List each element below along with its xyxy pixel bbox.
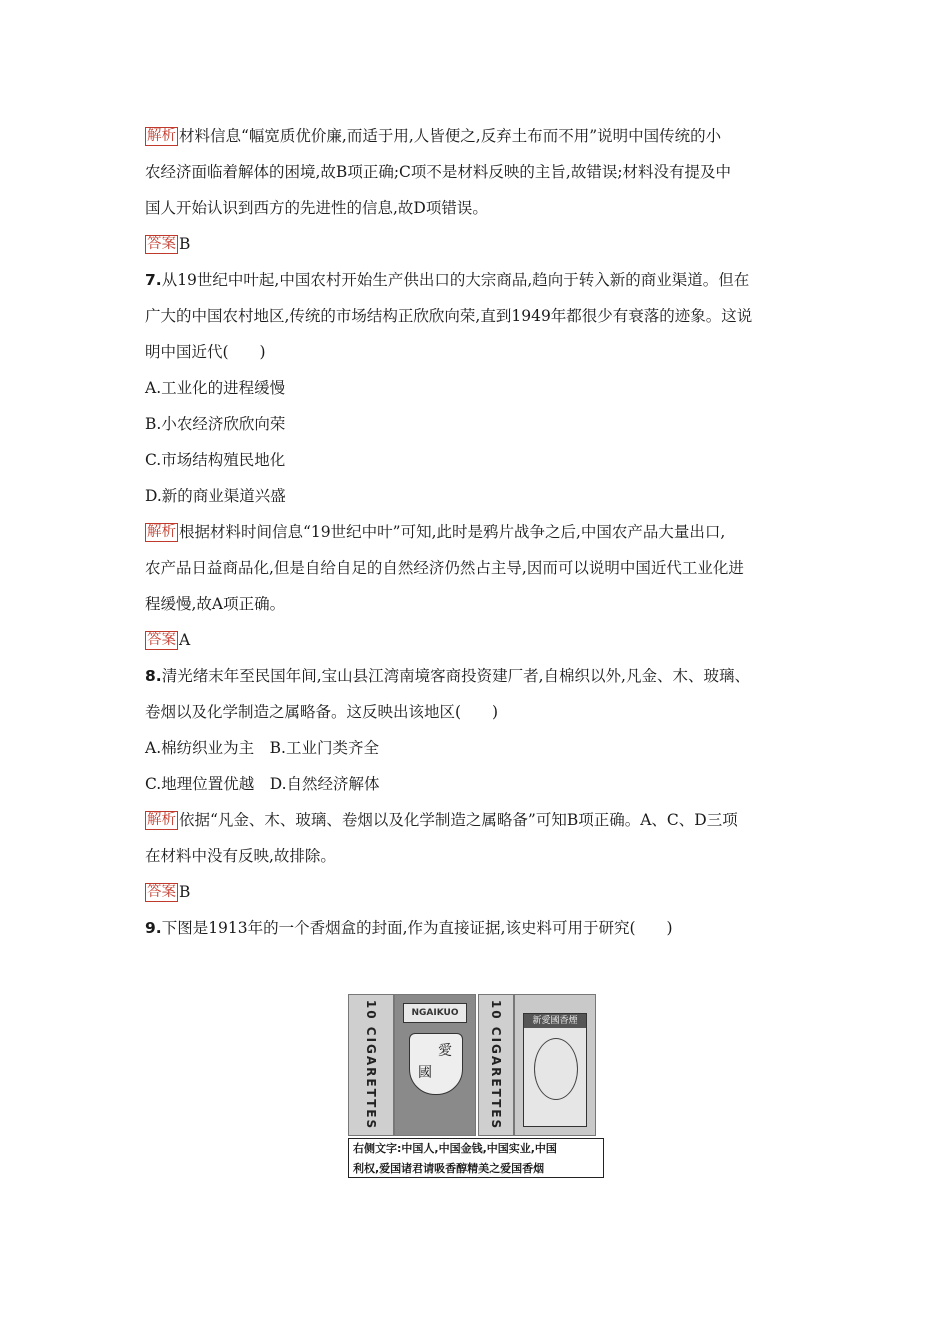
pack-side-right bbox=[478, 994, 514, 1136]
question-7-stem: 明中国近代( ) bbox=[145, 343, 266, 361]
question-7-stem: 广大的中国农村地区,传统的市场结构正欣欣向荣,直到1949年都很少有衰落的迹象。这说 bbox=[145, 307, 753, 325]
answer-line bbox=[145, 622, 810, 658]
option-row-cd: C.地理位置优越 D.自然经济解体 bbox=[145, 775, 380, 793]
pack-side-left bbox=[348, 994, 394, 1136]
analysis-line: 国人开始认识到西方的先进性的信息,故D项错误。 bbox=[145, 199, 488, 217]
document-page bbox=[145, 118, 810, 946]
brand-label: NGAIKUO bbox=[403, 1003, 467, 1023]
answer-tag: 答案 bbox=[147, 236, 176, 252]
pack-side-text: 10 CIGARETTES bbox=[364, 999, 378, 1131]
answer-value: B bbox=[179, 235, 191, 253]
question-number: 9. bbox=[145, 919, 162, 937]
option-b: B.小农经济欣欣向荣 bbox=[145, 415, 286, 433]
shield-char: 愛 bbox=[438, 1043, 452, 1059]
analysis-tag: 解析 bbox=[147, 812, 176, 828]
option-c: C.市场结构殖民地化 bbox=[145, 451, 286, 469]
seal-circle-icon bbox=[534, 1038, 578, 1100]
answer-value: B bbox=[179, 883, 191, 901]
figure-caption bbox=[348, 1138, 604, 1178]
caption-line: 利权,爱国诸君请吸香醇精美之爱国香烟 bbox=[353, 1162, 545, 1175]
shield-emblem-icon bbox=[409, 1033, 463, 1095]
pack-front bbox=[394, 994, 476, 1136]
cigarette-box-figure bbox=[348, 994, 606, 1184]
analysis-line: 程缓慢,故A项正确。 bbox=[145, 595, 286, 613]
answer-line bbox=[145, 226, 810, 262]
pack-side-text: 10 CIGARETTES bbox=[489, 999, 503, 1131]
analysis-line: 农产品日益商品化,但是自给自足的自然经济仍然占主导,因而可以说明中国近代工业化进 bbox=[145, 559, 744, 577]
pack-back bbox=[514, 994, 596, 1136]
option-a: A.工业化的进程缓慢 bbox=[145, 379, 286, 397]
question-8-stem: 卷烟以及化学制造之属略备。这反映出该地区( ) bbox=[145, 703, 499, 721]
analysis-line: 解析 材料信息“幅宽质优价廉,而适于用,人皆便之,反弃土布而不用”说明中国传统的小 bbox=[147, 127, 722, 145]
option-d: D.新的商业渠道兴盛 bbox=[145, 487, 286, 505]
question-number: 7. bbox=[145, 271, 162, 289]
question-9-stem: 9.下图是1913年的一个香烟盒的封面,作为直接证据,该史料可用于研究( ) bbox=[145, 919, 673, 937]
panel-header: 新愛國香煙 bbox=[524, 1014, 586, 1028]
answer-tag: 答案 bbox=[147, 632, 176, 648]
analysis-line: 农经济面临着解体的困境,故B项正确;C项不是材料反映的主旨,故错误;材料没有提及中 bbox=[145, 163, 732, 181]
shield-char: 國 bbox=[418, 1065, 432, 1081]
question-8-stem: 8.清光绪末年至民国年间,宝山县江湾南境客商投资建厂者,自棉织以外,凡金、木、玻璃、 bbox=[145, 667, 750, 685]
answer-tag: 答案 bbox=[147, 884, 176, 900]
answer-line bbox=[145, 874, 810, 910]
analysis-line: 解析 依据“凡金、木、玻璃、卷烟以及化学制造之属略备”可知B项正确。A、C、D三项 bbox=[147, 811, 738, 829]
question-number: 8. bbox=[145, 667, 162, 685]
question-7-stem: 7.从19世纪中叶起,中国农村开始生产供出口的大宗商品,趋向于转入新的商业渠道。但在 bbox=[145, 271, 750, 289]
answer-value: A bbox=[179, 631, 191, 649]
analysis-tag: 解析 bbox=[147, 128, 176, 144]
caption-line: 右侧文字:中国人,中国金钱,中国实业,中国 bbox=[353, 1142, 557, 1155]
analysis-line: 在材料中没有反映,故排除。 bbox=[145, 847, 336, 865]
pack-back-panel bbox=[523, 1013, 587, 1127]
option-row-ab: A.棉纺织业为主 B.工业门类齐全 bbox=[145, 739, 379, 757]
analysis-line: 解析 根据材料时间信息“19世纪中叶”可知,此时是鸦片战争之后,中国农产品大量出口, bbox=[147, 523, 726, 541]
analysis-tag: 解析 bbox=[147, 524, 176, 540]
